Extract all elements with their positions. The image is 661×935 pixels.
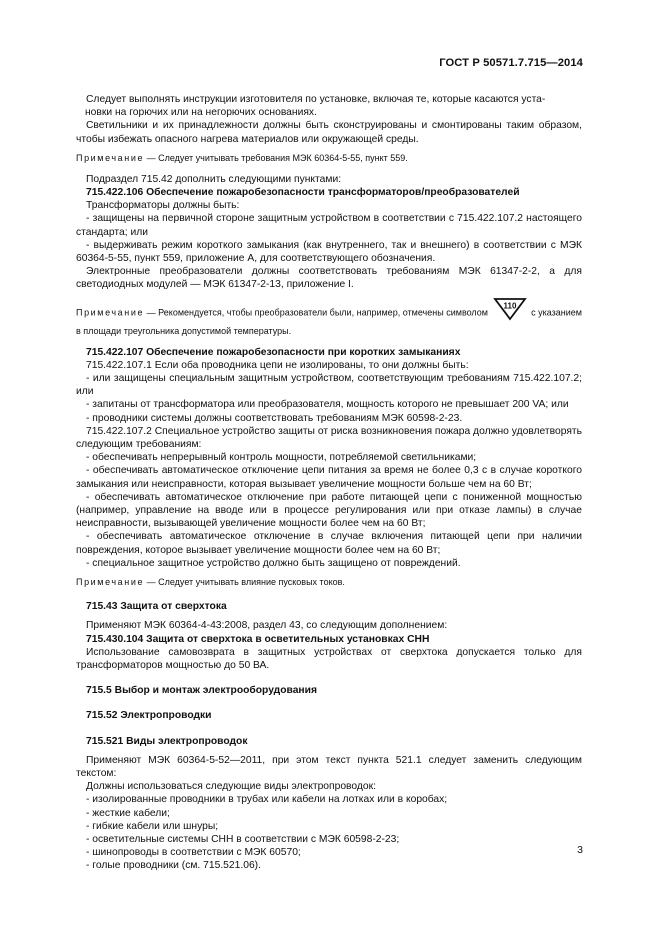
list-item: - защищены на первичной стороне защитным устройством в соответствии с 715.422.107.2 настоящего стандарта; или — [76, 213, 582, 238]
section-heading: 715.521 Виды электропроводок — [86, 735, 248, 747]
note-text-continued: с указанием в площади треугольника допустимой температуры. — [76, 307, 582, 336]
section-heading: 715.52 Электропроводки — [86, 710, 212, 722]
list-item: - шинопроводы в соответствии с МЭК 60570; — [86, 847, 301, 859]
section-heading: 715.43 Защита от сверхтока — [86, 601, 227, 613]
note-label: Примечание — [76, 577, 145, 588]
paragraph: 715.422.107.2 Специальное устройство защиты от риска возникновения пожара должно удовлетворять следующим требованиям: — [76, 425, 582, 451]
temperature-triangle-icon — [493, 297, 527, 321]
paragraph: новки на горючих или на негорючих основаниях. — [85, 107, 317, 119]
list-item: - обеспечивать автоматическое отключение цепи питания за время не более 0,3 с в случае короткого замыкания или неисправности, которая вызывает увеличение мощности больше чем на 60 Вт; — [76, 465, 582, 490]
list-item: - запитаны от трансформатора или преобразователя, мощность которого не превышает 200 VA; или — [86, 399, 569, 411]
list-item: - обеспечивать непрерывный контроль мощности, потребляемой светильниками; — [86, 452, 477, 464]
section-heading: 715.430.104 Защита от сверхтока в осветительных установках СНН — [86, 633, 430, 645]
page-body — [76, 93, 582, 873]
paragraph: Следует выполнять инструкции изготовителя по установке, включая те, которые касаются уста- — [86, 94, 546, 105]
list-item: - проводники системы должны соответствовать требованиям МЭК 60598-2-23. — [86, 412, 463, 424]
list-item: - осветительные системы СНН в соответствии с МЭК 60598-2-23; — [86, 833, 400, 845]
paragraph: Применяют МЭК 60364-5-52—2011, при этом текст пункта 521.1 следует заменить следующим текстом: — [76, 754, 582, 779]
paragraph: Применяют МЭК 60364-4-43:2008, раздел 43, со следующим дополнением: — [86, 620, 448, 632]
section-heading: 715.5 Выбор и монтаж электрооборудования — [86, 685, 317, 697]
list-item: - обеспечивать автоматическое отключение в случае включения питающей цепи при наличии повреждения, которое вызывает увеличение мощности более чем на 60 Вт; — [76, 531, 582, 556]
triangle-temperature-label: 110 — [503, 301, 516, 311]
note — [76, 576, 582, 588]
note — [76, 152, 582, 164]
note-text: — Следует учитывать требования МЭК 60364-5-55, пункт 559. — [146, 152, 408, 163]
note — [76, 301, 582, 337]
paragraph: Электронные преобразователи должны соответствовать требованиям МЭК 61347-2-2, а для светодиодных модулей — МЭК 61347-2-13, приложение I. — [76, 266, 582, 291]
standard-header: ГОСТ Р 50571.7.715—2014 — [439, 57, 583, 69]
paragraph: Использование самовозврата в защитных устройствах от сверхтока допускается только для трансформаторов мощностью до 50 ВА. — [76, 646, 582, 671]
list-item: - или защищены специальным защитным устройством, соответствующим требованиям 715.422.107.2; или — [76, 373, 582, 398]
paragraph: Трансформаторы должны быть: — [86, 200, 240, 212]
list-item: - гибкие кабели или шнуры; — [86, 820, 219, 832]
page-number: 3 — [577, 844, 583, 856]
list-item: - специальное защитное устройство должно быть защищено от повреждений. — [86, 557, 461, 569]
note-label: Примечание — [76, 307, 145, 318]
list-item: - обеспечивать автоматическое отключение при работе питающей цепи с пониженной мощностью (например, управление на вводе или в процессе регулирования или при отказе лампы) в случае неисправности, вызывающей увеличение мощности более чем на 60 Вт; — [76, 491, 582, 530]
list-item: - жесткие кабели; — [86, 807, 170, 819]
list-item: - выдерживать режим короткого замыкания (как внутреннего, так и внешнего) в соответствии с МЭК 60364-5-55, пункт 559, приложение А, для соответствующего обозначения. — [76, 239, 582, 265]
paragraph: Светильники и их принадлежности должны быть сконструированы и смонтированы таким образом, чтобы избежать опасного нагрева материалов или окружающей среды. — [76, 120, 582, 145]
note-label: Примечание — [76, 152, 145, 163]
list-item: - изолированные проводники в трубах или кабели на лотках или в коробах; — [86, 794, 448, 806]
note-text: — Следует учитывать влияние пусковых токов. — [146, 577, 345, 588]
paragraph: 715.422.107.1 Если оба проводника цепи не изолированы, то они должны быть: — [86, 359, 469, 371]
section-heading: 715.422.107 Обеспечение пожаробезопасности при коротких замыканиях — [86, 346, 461, 358]
note-text: — Рекомендуется, чтобы преобразователи были, например, отмечены символом — [146, 307, 488, 318]
section-heading: 715.422.106 Обеспечение пожаробезопасности трансформаторов/преобразователей — [86, 187, 520, 199]
list-item: - голые проводники (см. 715.521.06). — [86, 860, 261, 872]
paragraph: Должны использоваться следующие виды электропроводок: — [86, 781, 377, 793]
paragraph: Подраздел 715.42 дополнить следующими пунктами: — [86, 173, 342, 185]
